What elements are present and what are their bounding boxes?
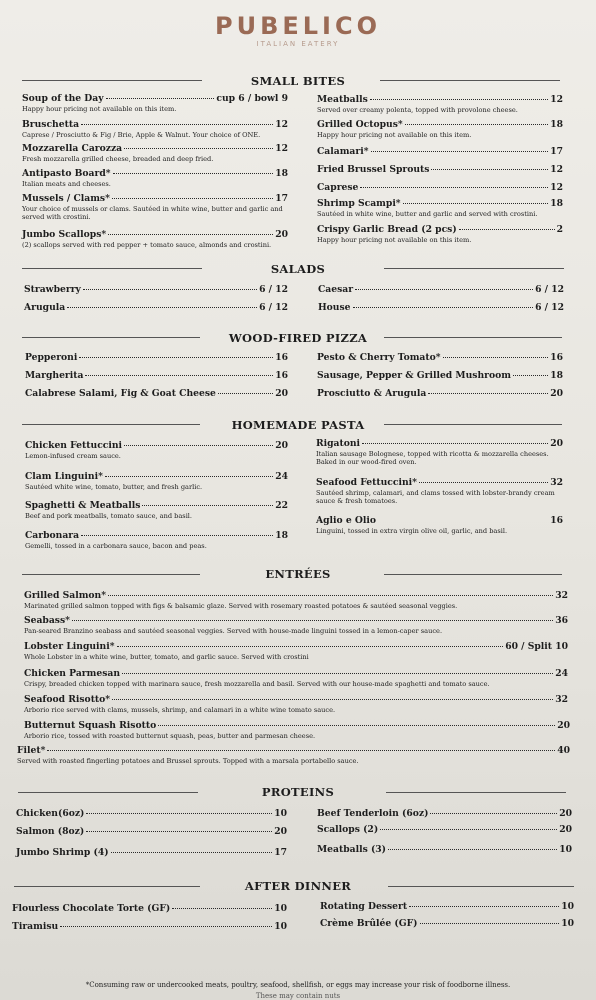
- menu-item-chocolate-torte: [12, 903, 287, 915]
- menu-item-caprese: [317, 182, 563, 194]
- item-description: Arborio rice, tossed with roasted butternut squash, peas, butter and parmesan cheese.: [24, 732, 316, 740]
- menu-item-pesto: [317, 352, 563, 364]
- menu-item-creme-brulee: [320, 918, 574, 930]
- item-name: Soup of the Day: [22, 93, 104, 104]
- item-description: Linguini, tossed in extra virgin olive oil, garlic, and basil.: [316, 527, 508, 535]
- item-name: Lobster Linguini*: [24, 641, 115, 652]
- item-price: 6 / 12: [259, 284, 288, 295]
- item-name: Arugula: [24, 302, 66, 313]
- item-price: 20: [550, 388, 563, 399]
- item-description: Sautéed white wine, tomato, butter, and fresh garlic.: [25, 483, 203, 491]
- menu-item-calabrese: [25, 388, 288, 400]
- menu-item-seabass: [24, 615, 568, 635]
- item-price: 6 / 12: [259, 302, 288, 313]
- item-description: Caprese / Prosciutto & Fig / Brie, Apple & Walnut. Your choice of ONE.: [22, 131, 261, 139]
- menu-item-sprouts: [317, 164, 563, 176]
- section-header-small-bites: [0, 73, 596, 89]
- item-name: Chicken Fettuccini: [25, 440, 123, 451]
- menu-item-chicken-parmesan: [24, 668, 568, 688]
- brand-logo: PUBELICO: [214, 12, 381, 40]
- item-name: Sausage, Pepper & Grilled Mushroom: [317, 370, 511, 381]
- item-description: Your choice of mussels or clams. Sautéed in white wine, butter and garlic and served with crostini.: [22, 205, 283, 221]
- item-price: 24: [555, 668, 568, 679]
- item-description: Sautéed in white wine, butter and garlic and served with crostini.: [317, 210, 538, 218]
- item-name: Mussels / Clams*: [22, 193, 110, 204]
- item-price: 18: [550, 119, 563, 130]
- item-name: House: [318, 302, 351, 313]
- menu-item-scallops: [22, 229, 288, 249]
- item-name: Caprese: [317, 182, 359, 193]
- divider: [384, 337, 562, 338]
- item-name: Seabass*: [24, 615, 70, 626]
- item-name: Meatballs: [317, 94, 368, 105]
- menu-item-strawberry: [24, 284, 288, 296]
- item-description: Happy hour pricing not available on this item.: [317, 236, 472, 244]
- item-name: Butternut Squash Risotto: [24, 720, 157, 731]
- section-header-entrees: [0, 566, 596, 582]
- item-name: Grilled Octopus*: [317, 119, 403, 130]
- item-name: Mozzarella Carozza: [22, 143, 123, 154]
- item-description: (2) scallops served with red pepper + tomato sauce, almonds and crostini.: [22, 241, 272, 249]
- item-name: Prosciutto & Arugula: [317, 388, 427, 399]
- section-header-salads: [0, 261, 596, 277]
- item-name: Aglio e Olio: [316, 515, 377, 526]
- section-title: AFTER DINNER: [244, 879, 352, 893]
- item-price: 16: [550, 515, 563, 526]
- item-name: Crispy Garlic Bread (2 pcs): [317, 224, 457, 235]
- menu-item-prosciutto: [317, 388, 563, 400]
- item-price: 10: [274, 921, 287, 932]
- menu-item-rigatoni: [316, 438, 563, 466]
- item-price: 20: [559, 808, 572, 819]
- menu-item-antipasto: [22, 168, 288, 188]
- menu-item-butternut-risotto: [24, 720, 570, 740]
- item-price: 12: [275, 119, 288, 130]
- item-name: Jumbo Shrimp (4): [16, 847, 109, 858]
- divider: [388, 886, 574, 887]
- item-name: Fried Brussel Sprouts: [317, 164, 430, 175]
- item-name: Rotating Dessert: [320, 901, 408, 912]
- item-price: 18: [550, 198, 563, 209]
- item-name: Seafood Fettuccini*: [316, 477, 417, 488]
- menu-item-aglio: [316, 515, 563, 535]
- item-name: Clam Linguini*: [25, 471, 103, 482]
- menu-item-protein-beef: [317, 808, 572, 820]
- section-header-after-dinner: [0, 878, 596, 894]
- item-name: Pesto & Cherry Tomato*: [317, 352, 441, 363]
- item-description: Whole Lobster in a white wine, butter, tomato, and garlic sauce. Served with crostini: [24, 653, 309, 661]
- item-price: 18: [275, 530, 288, 541]
- divider: [384, 424, 562, 425]
- item-price: 10: [561, 918, 574, 929]
- item-name: Margherita: [25, 370, 84, 381]
- section-title: PROTEINS: [261, 785, 335, 799]
- item-price: 16: [275, 352, 288, 363]
- item-name: Bruschetta: [22, 119, 80, 130]
- item-name: Flourless Chocolate Torte (GF): [12, 903, 171, 914]
- divider: [386, 792, 566, 793]
- item-description: Lemon-infused cream sauce.: [25, 452, 121, 460]
- item-price: 40: [557, 745, 570, 756]
- item-price: 20: [275, 440, 288, 451]
- item-price: 16: [275, 370, 288, 381]
- item-price: 17: [275, 193, 288, 204]
- item-name: Pepperoni: [25, 352, 78, 363]
- menu-item-carbonara: [25, 530, 288, 550]
- item-description: Beef and pork meatballs, tomato sauce, and basil.: [25, 512, 193, 520]
- item-price: 12: [550, 182, 563, 193]
- item-name: Spaghetti & Meatballs: [25, 500, 141, 511]
- item-name: Scallops (2): [317, 824, 379, 835]
- menu-item-protein-shrimp: [16, 847, 287, 859]
- item-description: Sautéed shrimp, calamari, and clams tossed with lobster-brandy cream sauce & fresh tomatoes.: [316, 489, 555, 505]
- item-price: 17: [550, 146, 563, 157]
- menu-item-arugula: [24, 302, 288, 314]
- menu-item-calamari: [317, 146, 563, 158]
- divider: [384, 574, 562, 575]
- menu-item-protein-chicken: [16, 808, 287, 820]
- item-price: 17: [274, 847, 287, 858]
- item-name: Beef Tenderloin (6oz): [317, 808, 429, 819]
- section-header-pizza: [0, 330, 596, 346]
- menu-item-mussels: [22, 193, 288, 221]
- menu-item-protein-scallops: [317, 824, 572, 836]
- item-description: Marinated grilled salmon topped with figs & balsamic glaze. Served with rosemary roasted potatoes & sautéed seasonal veggies.: [24, 602, 458, 610]
- item-price: 20: [559, 824, 572, 835]
- item-name: Crème Brûlée (GF): [320, 918, 418, 929]
- item-price: 18: [550, 370, 563, 381]
- item-price: 6 / 12: [535, 302, 564, 313]
- menu-item-margherita: [25, 370, 288, 382]
- nut-warning: These may contain nuts: [255, 992, 341, 1000]
- item-price: 10: [561, 901, 574, 912]
- item-price: 24: [275, 471, 288, 482]
- item-description: Fresh mozzarella grilled cheese, breaded and deep fried.: [22, 155, 214, 163]
- menu-item-bruschetta: [22, 119, 288, 139]
- item-price: 10: [274, 903, 287, 914]
- menu-item-clam-linguini: [25, 471, 288, 491]
- allergy-footnote: *Consuming raw or undercooked meats, poultry, seafood, shellfish, or eggs may increase your risk of foodborne illness.: [85, 981, 511, 989]
- menu-item-mozzarella: [22, 143, 288, 163]
- menu-item-caesar: [318, 284, 564, 296]
- item-price: 20: [550, 438, 563, 449]
- item-name: Tiramisu: [12, 921, 59, 932]
- item-name: Antipasto Board*: [22, 168, 111, 179]
- item-price: 32: [550, 477, 563, 488]
- item-description: Italian meats and cheeses.: [22, 180, 111, 188]
- menu-item-spaghetti: [25, 500, 288, 520]
- item-price: cup 6 / bowl 9: [216, 93, 288, 104]
- menu-item-house: [318, 302, 564, 314]
- item-price: 10: [559, 844, 572, 855]
- item-price: 60 / Split 10: [505, 641, 568, 652]
- brand-tagline: ITALIAN EATERY: [256, 40, 340, 48]
- item-name: Shrimp Scampi*: [317, 198, 401, 209]
- menu-item-tiramisu: [12, 921, 287, 933]
- item-description: Arborio rice served with clams, mussels, shrimp, and calamari in a white wine tomato sauce.: [24, 706, 336, 714]
- item-price: 6 / 12: [535, 284, 564, 295]
- item-description: Happy hour pricing not available on this item.: [317, 131, 472, 139]
- menu-item-filet: [17, 745, 570, 765]
- item-description: Served with roasted fingerling potatoes and Brussel sprouts. Topped with a marsala portabello sauce.: [17, 757, 359, 765]
- item-price: 10: [274, 808, 287, 819]
- item-price: 36: [555, 615, 568, 626]
- item-price: 20: [274, 826, 287, 837]
- menu-item-octopus: [317, 119, 563, 139]
- item-name: Chicken(6oz): [16, 808, 85, 819]
- item-price: 20: [557, 720, 570, 731]
- item-price: 32: [555, 694, 568, 705]
- menu-item-seafood-risotto: [24, 694, 568, 714]
- item-price: 16: [550, 352, 563, 363]
- item-name: Caesar: [318, 284, 354, 295]
- item-name: Seafood Risotto*: [24, 694, 111, 705]
- menu-item-seafood-fettuccini: [316, 477, 563, 505]
- item-price: 2: [556, 224, 563, 235]
- item-description: Crispy, breaded chicken topped with marinara sauce, fresh mozzarella and basil. Served with our house-made spaghetti and tomato sauce.: [24, 680, 490, 688]
- section-header-proteins: [0, 784, 596, 800]
- menu-item-protein-meatballs: [317, 844, 572, 856]
- item-name: Salmon (8oz): [16, 826, 85, 837]
- item-price: 12: [550, 94, 563, 105]
- item-name: Carbonara: [25, 530, 80, 541]
- menu-item-garlic-bread: [317, 224, 563, 244]
- divider: [384, 268, 564, 269]
- section-title: SALADS: [270, 262, 326, 276]
- menu-item-protein-salmon: [16, 826, 287, 838]
- menu-item-soup: [22, 93, 288, 113]
- section-title: SMALL BITES: [250, 74, 346, 88]
- menu-item-rotating-dessert: [320, 901, 574, 913]
- item-price: 12: [550, 164, 563, 175]
- menu-item-chicken-fettuccini: [25, 440, 288, 460]
- item-price: 20: [275, 388, 288, 399]
- menu-item-pepperoni: [25, 352, 288, 364]
- item-description: Served over creamy polenta, topped with provolone cheese.: [317, 106, 518, 114]
- item-description: Happy hour pricing not available on this item.: [22, 105, 177, 113]
- menu-item-meatballs: [317, 94, 563, 114]
- menu-item-sausage: [317, 370, 563, 382]
- item-name: Meatballs (3): [317, 844, 387, 855]
- item-price: 20: [275, 229, 288, 240]
- item-name: Filet*: [17, 745, 46, 756]
- section-title: ENTRÉES: [265, 567, 331, 581]
- item-name: Calamari*: [317, 146, 369, 157]
- item-price: 18: [275, 168, 288, 179]
- item-name: Jumbo Scallops*: [22, 229, 107, 240]
- item-name: Grilled Salmon*: [24, 590, 107, 601]
- menu-item-lobster-linguini: [24, 641, 568, 661]
- item-price: 12: [275, 143, 288, 154]
- menu-item-shrimp-scampi: [317, 198, 563, 218]
- item-name: Strawberry: [24, 284, 81, 295]
- item-price: 22: [275, 500, 288, 511]
- divider: [380, 80, 560, 81]
- item-name: Rigatoni: [316, 438, 361, 449]
- item-description: Pan-seared Branzino seabass and sautéed seasonal veggies. Served with house-made linguini tossed in a lemon-caper sauce.: [24, 627, 443, 635]
- item-description: Italian sausage Bolognese, topped with ricotta & mozzarella cheeses. Baked in our wood-fired oven.: [316, 450, 549, 466]
- section-title: WOOD-FIRED PIZZA: [228, 331, 368, 345]
- item-description: Gemelli, tossed in a carbonara sauce, bacon and peas.: [25, 542, 207, 550]
- menu-item-grilled-salmon: [24, 590, 568, 610]
- section-header-pasta: [0, 417, 596, 433]
- item-name: Calabrese Salami, Fig & Goat Cheese: [25, 388, 216, 399]
- item-name: Chicken Parmesan: [24, 668, 120, 679]
- section-title: HOMEMADE PASTA: [231, 418, 365, 432]
- item-price: 32: [555, 590, 568, 601]
